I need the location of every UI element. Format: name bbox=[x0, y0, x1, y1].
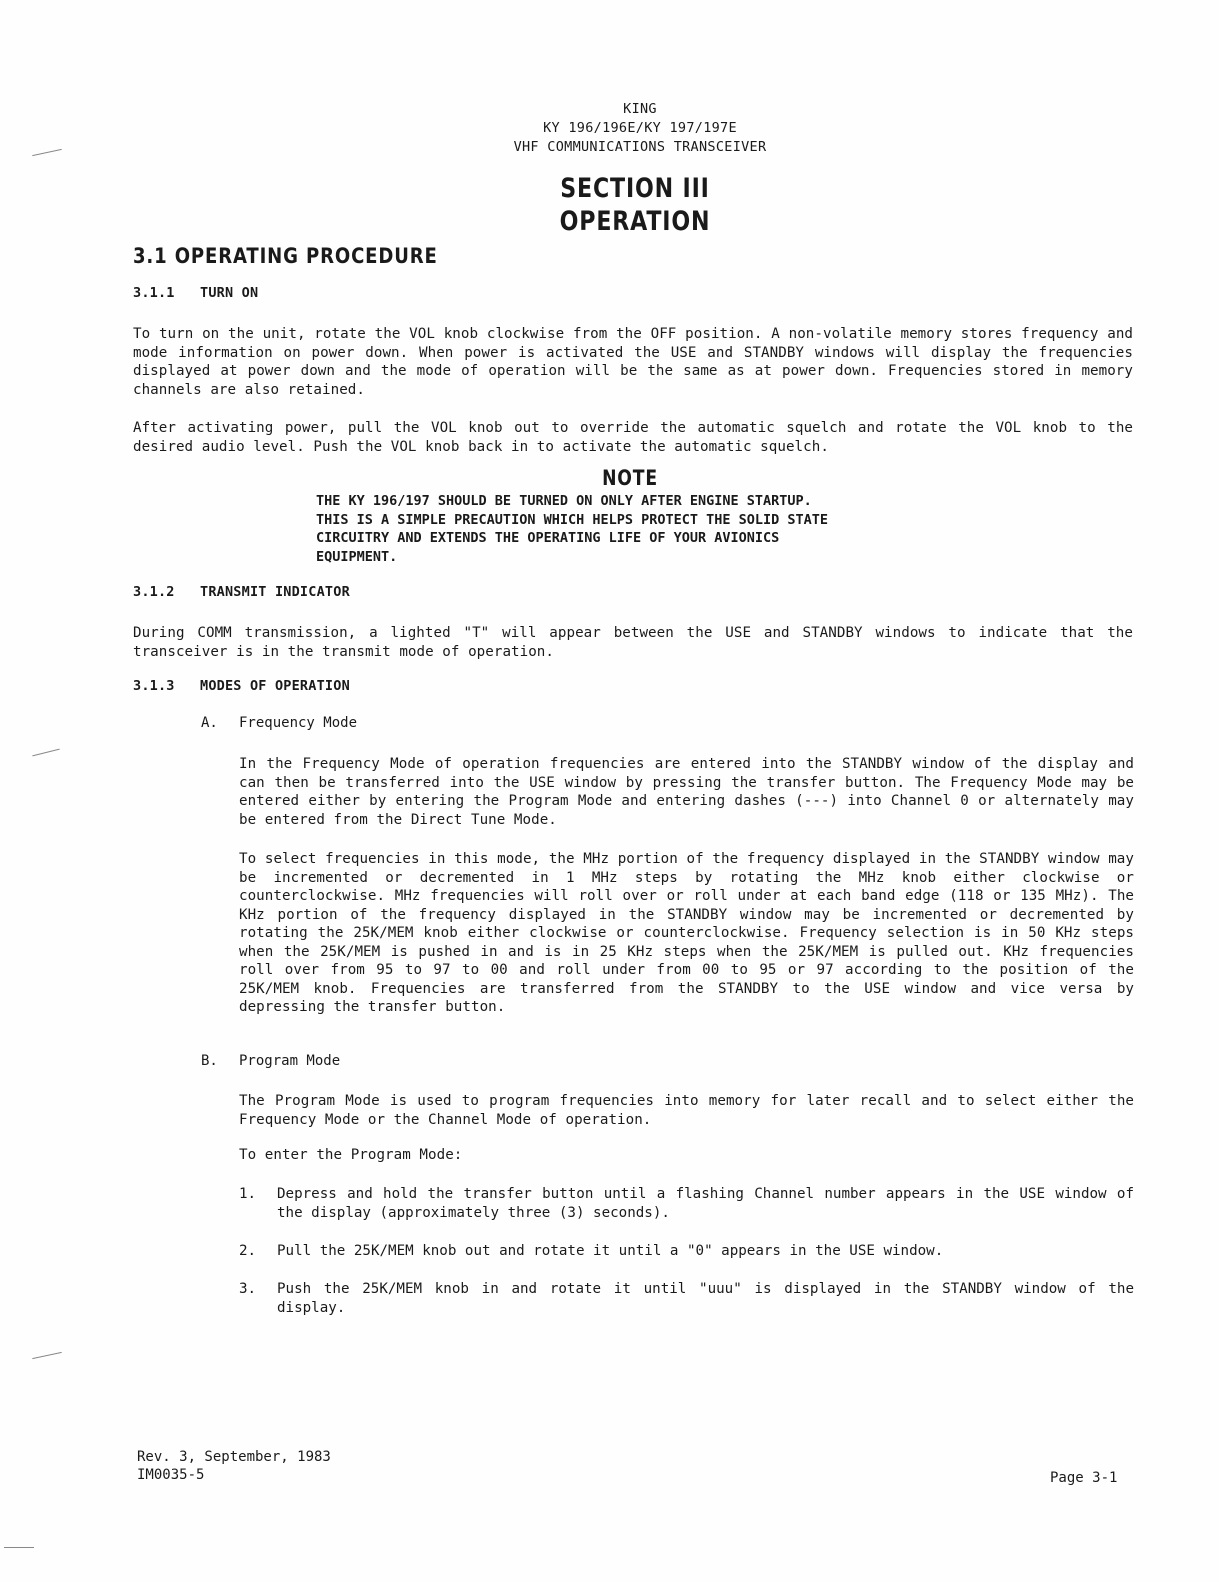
paragraph-frequency-mode-2: To select frequencies in this mode, the MHz portion of the frequency displayed in the STANDBY window may be incremented or decremented in 1 MHz steps by rotating the MHz knob either clockwise or counterclockwise. MHz frequencies will roll over or roll under at each band edge (118 or 135 MHz). The KHz portion of the frequency displayed in the STANDBY window may be incremented or decremented by rotating the 25K/MEM knob either clockwise or counterclockwise. Frequency selection is in 50 KHz steps when the 25K/MEM is pushed in and is in 25 KHz steps when the 25K/MEM is pulled out. KHz frequencies roll over from 95 to 97 to 00 and roll under from 00 to 95 or 97 according to the position of the 25K/MEM knob. Frequencies are transferred from the STANDBY to the USE window and vice versa by depressing the transfer button. bbox=[239, 851, 1134, 1015]
scan-mark bbox=[32, 149, 62, 156]
paragraph-frequency-mode-1: In the Frequency Mode of operation frequencies are entered into the STANDBY window of the display and can then be transferred into the USE window by pressing the transfer button. The Frequency Mode may be entered either by entering the Program Mode and entering dashes (---) into Channel 0 or alternately may be entered from the Direct Tune Mode. bbox=[239, 756, 1134, 828]
step-number: 2. bbox=[239, 1243, 257, 1259]
mode-title: Frequency Mode bbox=[239, 715, 358, 731]
step-text: Push the 25K/MEM knob in and rotate it until "uuu" is displayed in the STANDBY window of the display. bbox=[277, 1281, 1134, 1316]
paragraph-program-mode-2: To enter the Program Mode: bbox=[239, 1147, 463, 1163]
note-title: NOTE bbox=[602, 466, 658, 490]
step-text: Depress and hold the transfer button until a flashing Channel number appears in the USE window of the display (approximately three (3) seconds). bbox=[277, 1186, 1134, 1221]
header-brand: KING bbox=[623, 101, 657, 117]
header-model: KY 196/196E/KY 197/197E bbox=[543, 120, 737, 136]
subheading-number: 3.1.1 bbox=[133, 285, 175, 301]
heading-operating-procedure: 3.1 OPERATING PROCEDURE bbox=[133, 244, 438, 268]
scan-mark bbox=[4, 1547, 34, 1548]
section-name: OPERATION bbox=[559, 206, 711, 237]
paragraph-turn-on-1: To turn on the unit, rotate the VOL knob clockwise from the OFF position. A non-volatile memory stores frequency and mode information on power down. When power is activated the USE and STANDBY windows will display the frequencies displayed at power down and the mode of operation will be the same as at power down. Frequencies stored in memory channels are also retained. bbox=[133, 326, 1133, 398]
subheading-title: TRANSMIT INDICATOR bbox=[200, 584, 350, 600]
step-text: Pull the 25K/MEM knob out and rotate it until a "0" appears in the USE window. bbox=[277, 1243, 944, 1259]
section-title bbox=[541, 172, 730, 238]
step-item bbox=[239, 1280, 1134, 1317]
paragraph-program-mode-1: The Program Mode is used to program frequencies into memory for later recall and to select either the Frequency Mode or the Channel Mode of operation. bbox=[239, 1093, 1134, 1128]
mode-title: Program Mode bbox=[239, 1053, 341, 1069]
header-product: VHF COMMUNICATIONS TRANSCEIVER bbox=[513, 139, 767, 155]
revision-date: Rev. 3, September, 1983 bbox=[137, 1449, 331, 1465]
subheading-transmit-indicator bbox=[133, 584, 350, 600]
subheading-number: 3.1.3 bbox=[133, 678, 175, 694]
mode-b-heading bbox=[201, 1053, 340, 1069]
note-line: THIS IS A SIMPLE PRECAUTION WHICH HELPS PROTECT THE SOLID STATE bbox=[316, 511, 829, 528]
note-line: EQUIPMENT. bbox=[316, 548, 398, 565]
subheading-title: TURN ON bbox=[200, 285, 259, 301]
scan-mark bbox=[32, 749, 59, 757]
footer-revision bbox=[137, 1448, 331, 1484]
mode-a-heading bbox=[201, 715, 357, 731]
subheading-modes bbox=[133, 678, 350, 694]
paragraph-turn-on-2: After activating power, pull the VOL knob out to override the automatic squelch and rotate the VOL knob to the desired audio level. Push the VOL knob back in to activate the automatic squelch. bbox=[133, 420, 1133, 455]
subheading-turn-on bbox=[133, 285, 258, 301]
note-line: CIRCUITRY AND EXTENDS THE OPERATING LIFE OF YOUR AVIONICS bbox=[316, 530, 780, 546]
paragraph-transmit: During COMM transmission, a lighted "T" will appear between the USE and STANDBY windows to indicate that the transceiver is in the transmit mode of operation. bbox=[133, 625, 1133, 660]
section-number: SECTION III bbox=[560, 173, 710, 204]
subheading-number: 3.1.2 bbox=[133, 584, 175, 600]
step-item bbox=[239, 1185, 1134, 1222]
document-header bbox=[440, 100, 840, 157]
page-number: Page 3-1 bbox=[1050, 1470, 1118, 1486]
note-line: THE KY 196/197 SHOULD BE TURNED ON ONLY AFTER ENGINE STARTUP. bbox=[316, 493, 812, 509]
step-number: 1. bbox=[239, 1186, 257, 1202]
document-number: IM0035-5 bbox=[137, 1467, 205, 1483]
subheading-title: MODES OF OPERATION bbox=[200, 678, 350, 694]
step-number: 3. bbox=[239, 1281, 257, 1297]
mode-letter: A. bbox=[201, 715, 218, 731]
step-item bbox=[239, 1242, 1134, 1261]
scan-mark bbox=[32, 1352, 62, 1359]
mode-letter: B. bbox=[201, 1053, 218, 1069]
note-body bbox=[316, 492, 936, 566]
